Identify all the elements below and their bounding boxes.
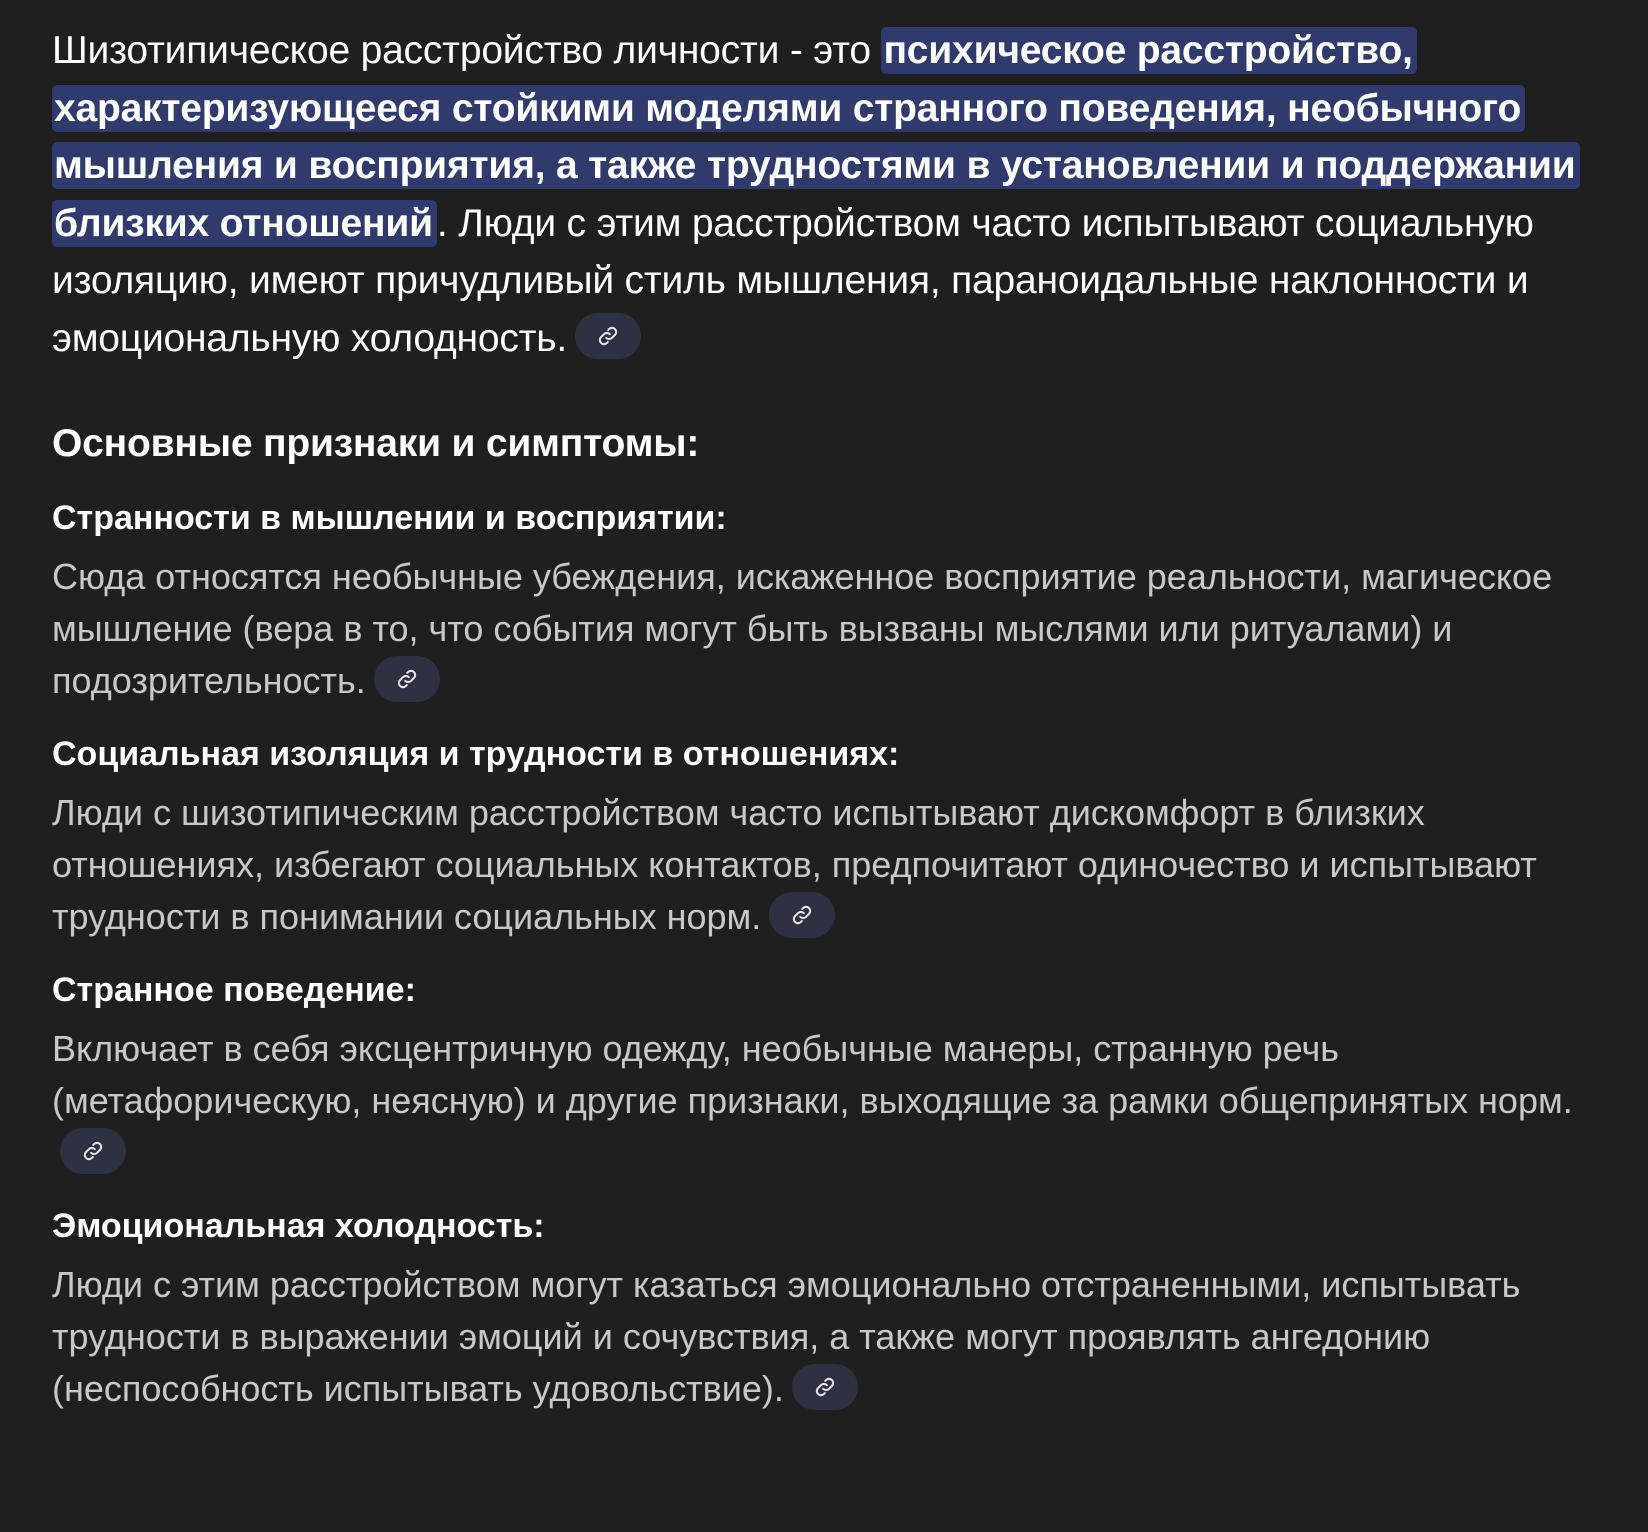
symptom-text [52,1023,1612,1179]
symptom-title: Странное поведение: [52,971,416,1009]
symptom-text-content: Люди с этим расстройством могут казаться эмоционально отстраненными, испытывать трудности в выражении эмоций и сочувствия, а также могут проявлять ангедонию (неспособность испытывать удовольствие). [52,1264,1521,1409]
intro-highlight: психическое расстройство, характеризующееся стойкими моделями странного поведения, необычного мышления и восприятия, а также трудностями в установлении и поддержании близких отношений [52,27,1580,247]
response-content [52,22,1612,1415]
symptom-text [52,787,1612,943]
intro-paragraph [52,22,1612,367]
symptom-text-content: Люди с шизотипическим расстройством часто испытывают дискомфорт в близких отношениях, избегают социальных контактов, предпочитают одиночество и испытывают трудности в понимании социальных норм. [52,792,1537,937]
intro-prefix: Шизотипическое расстройство личности - это [52,29,882,72]
link-icon [597,325,619,347]
symptom-text-content: Включает в себя эксцентричную одежду, необычные манеры, странную речь (метафорическую, неясную) и другие признаки, выходящие за рамки общепринятых норм. [52,1028,1573,1121]
link-icon [82,1140,104,1162]
link-icon [396,668,418,690]
link-icon [814,1376,836,1398]
symptom-text-content: Сюда относятся необычные убеждения, искаженное восприятие реальности, магическое мышление (вера в то, что события могут быть вызваны мыслями или ритуалами) и подозрительность. [52,556,1553,701]
link-icon [791,904,813,926]
source-link-button[interactable] [575,313,641,359]
symptom-text [52,1259,1612,1415]
section-title: Основные признаки и симптомы: [52,422,700,465]
symptom-item [52,729,1612,943]
source-link-button[interactable] [60,1128,126,1174]
source-link-button[interactable] [769,892,835,938]
intro-suffix: . Люди с этим расстройством часто испытывают социальную изоляцию, имеют причудливый стиль мышления, параноидальные наклонности и эмоциональную холодность. [52,201,1534,360]
symptom-item [52,1201,1612,1415]
source-link-button[interactable] [792,1364,858,1410]
symptom-text [52,551,1612,707]
source-link-button[interactable] [374,656,440,702]
symptom-item [52,965,1612,1179]
symptom-title: Странности в мышлении и восприятии: [52,499,727,537]
symptom-title: Социальная изоляция и трудности в отношениях: [52,735,900,773]
symptom-title: Эмоциональная холодность: [52,1207,545,1245]
symptom-item [52,493,1612,707]
